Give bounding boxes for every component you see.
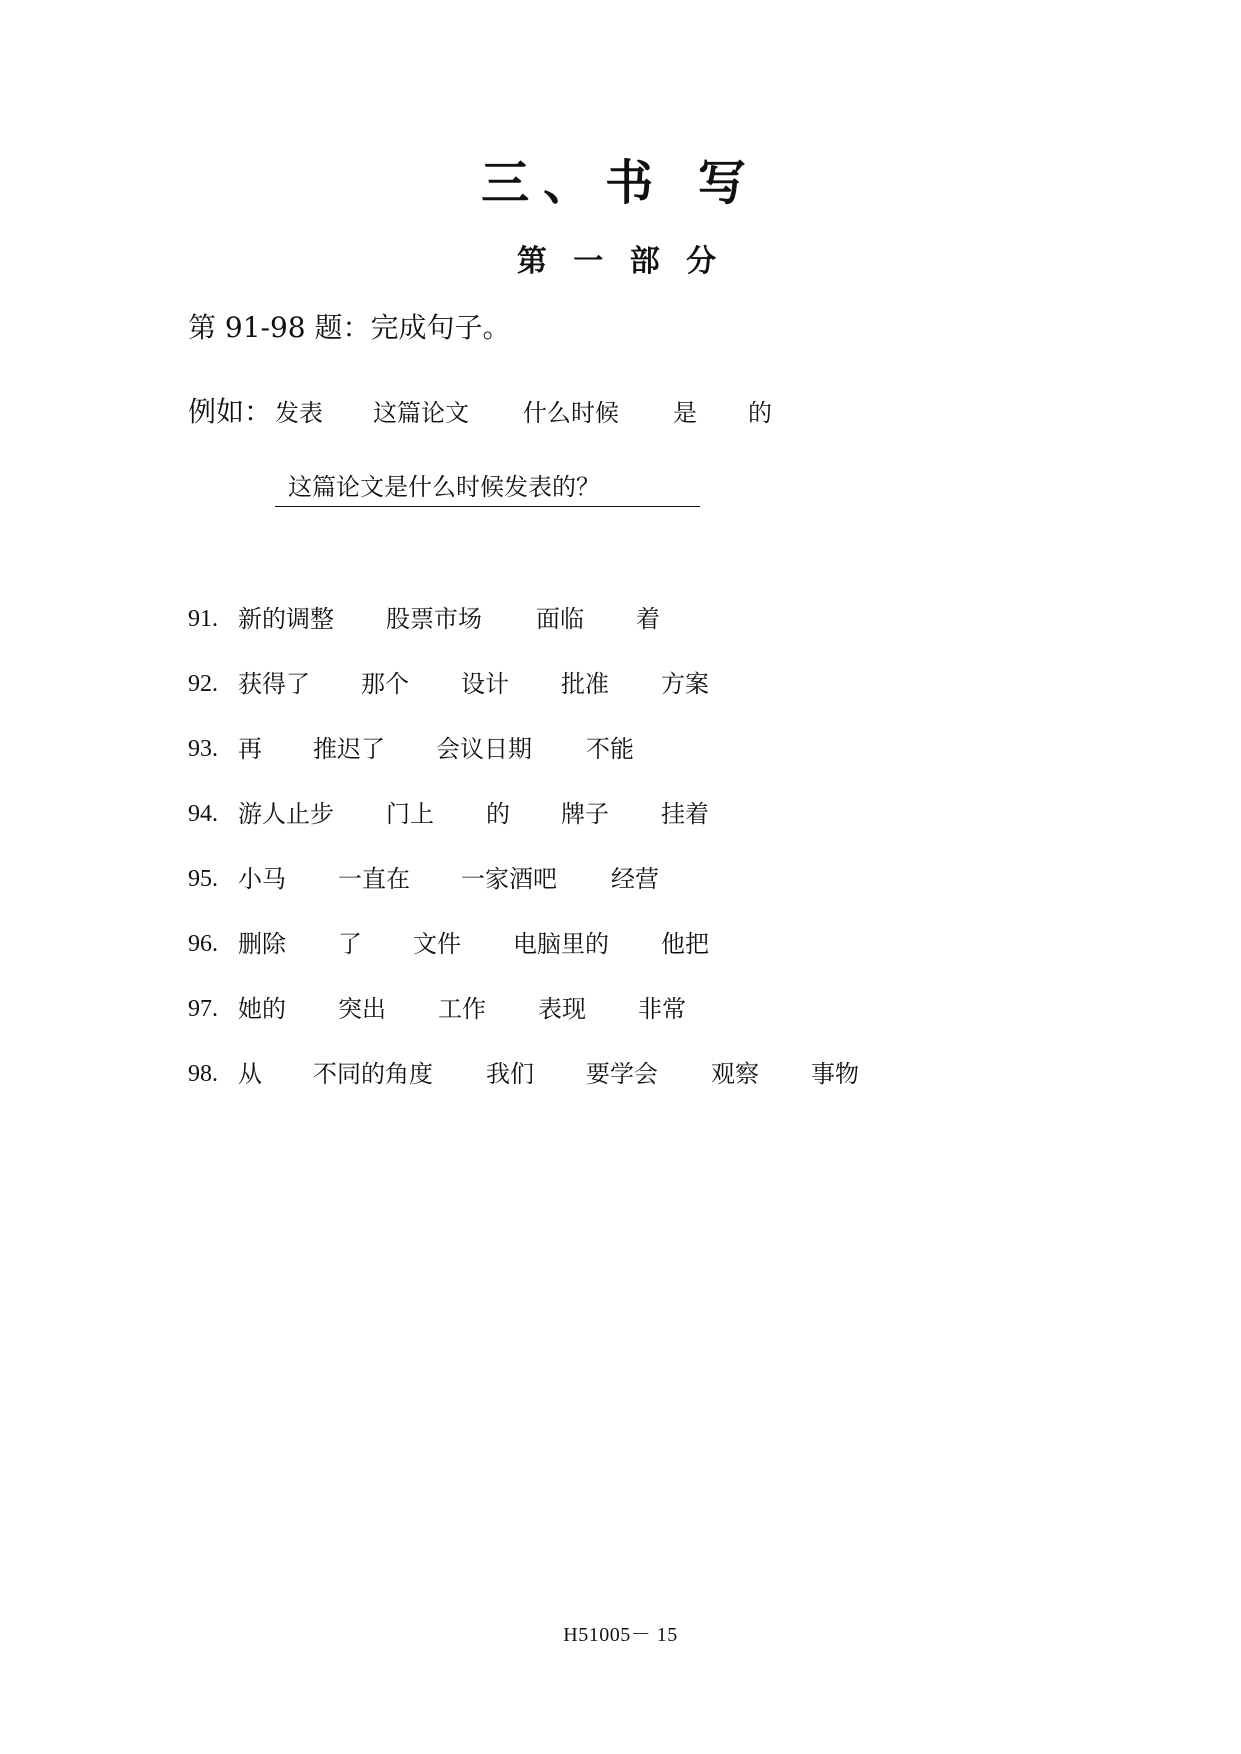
question-word: 不同的角度	[313, 1060, 433, 1088]
question-word: 游人止步	[238, 800, 334, 828]
question-word: 观察	[711, 1060, 759, 1088]
page-title: 三、书 写	[481, 155, 760, 211]
example-word: 发表	[275, 399, 323, 427]
example-answer-line	[275, 470, 700, 507]
question-word: 他把	[661, 930, 709, 958]
question-word: 门上	[386, 800, 434, 828]
question-word: 事物	[811, 1060, 859, 1088]
question-word: 文件	[413, 930, 461, 958]
example-word: 这篇论文	[373, 399, 469, 427]
section-heading: 第 一 部 分	[516, 244, 725, 279]
question-word: 从	[238, 1060, 262, 1088]
question-word: 会议日期	[436, 735, 532, 763]
question-word: 的	[486, 800, 510, 828]
question-96	[188, 924, 1088, 964]
question-number: 96.	[188, 931, 218, 957]
example-answer: 这篇论文是什么时候发表的？	[288, 473, 600, 501]
question-word: 她的	[238, 995, 286, 1023]
example-word: 是	[673, 399, 697, 427]
question-number: 91.	[188, 606, 218, 632]
question-word: 股票市场	[386, 605, 482, 633]
question-word: 方案	[661, 670, 709, 698]
question-number: 93.	[188, 736, 218, 762]
question-word: 再	[238, 735, 262, 763]
question-92	[188, 664, 1088, 704]
question-word: 不能	[586, 735, 634, 763]
question-93	[188, 729, 1088, 769]
question-word: 电脑里的	[513, 930, 609, 958]
question-word: 批准	[561, 670, 609, 698]
question-98	[188, 1054, 1088, 1094]
question-word: 表现	[538, 995, 586, 1023]
question-number: 98.	[188, 1061, 218, 1087]
question-word: 突出	[338, 995, 386, 1023]
example-row	[188, 392, 1088, 432]
question-word: 着	[636, 605, 660, 633]
example-label: 例如：	[188, 395, 273, 428]
example-word: 什么时候	[523, 399, 619, 427]
question-word: 一家酒吧	[461, 865, 557, 893]
question-word: 一直在	[338, 865, 410, 893]
question-word: 面临	[536, 605, 584, 633]
question-number: 92.	[188, 671, 218, 697]
question-word: 设计	[461, 670, 509, 698]
instruction-text: 第 91-98 题：完成句子。	[188, 311, 511, 344]
question-95	[188, 859, 1088, 899]
question-word: 新的调整	[238, 605, 334, 633]
question-word: 工作	[438, 995, 486, 1023]
question-word: 删除	[238, 930, 286, 958]
question-word: 牌子	[561, 800, 609, 828]
question-word: 那个	[361, 670, 409, 698]
question-word: 经营	[611, 865, 659, 893]
question-word: 小马	[238, 865, 286, 893]
question-word: 挂着	[661, 800, 709, 828]
question-word: 获得了	[238, 670, 310, 698]
question-94	[188, 794, 1088, 834]
question-word: 了	[338, 930, 362, 958]
question-word: 非常	[638, 995, 686, 1023]
question-word: 我们	[486, 1060, 534, 1088]
example-word: 的	[748, 399, 772, 427]
question-91	[188, 599, 1088, 639]
question-word: 推迟了	[313, 735, 385, 763]
question-number: 95.	[188, 866, 218, 892]
question-97	[188, 989, 1088, 1029]
question-word: 要学会	[586, 1060, 658, 1088]
question-number: 97.	[188, 996, 218, 1022]
question-number: 94.	[188, 801, 218, 827]
page-footer: H51005－ 15	[563, 1624, 678, 1646]
